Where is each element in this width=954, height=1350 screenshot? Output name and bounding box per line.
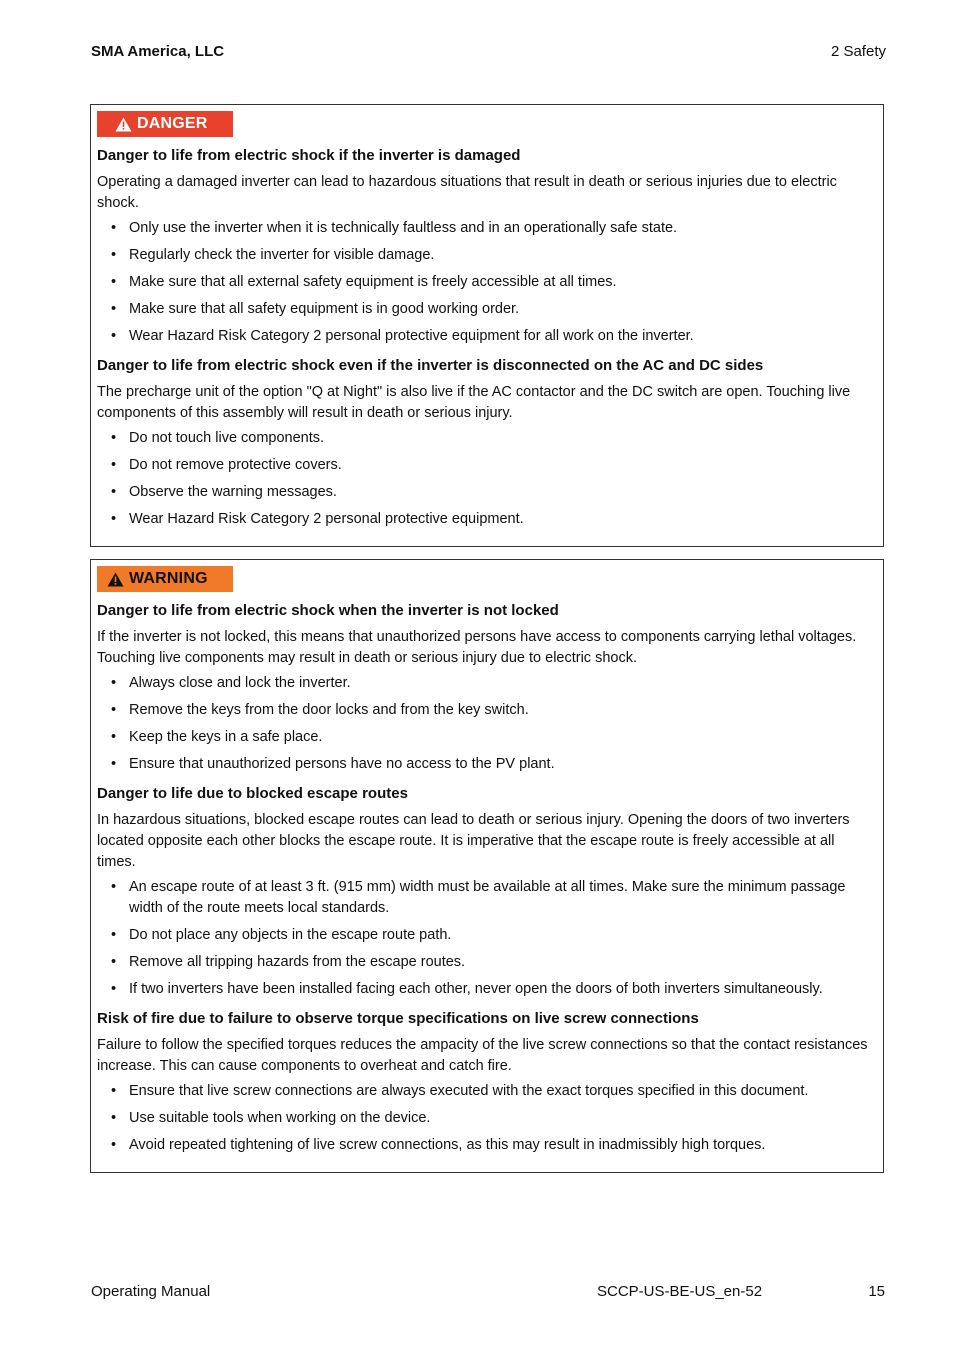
danger-section-1	[97, 146, 875, 347]
section-title: Risk of fire due to failure to observe torque specifications on live screw connections	[97, 1010, 699, 1027]
warning-badge	[97, 566, 233, 592]
section-title: Danger to life from electric shock when the inverter is not locked	[97, 602, 559, 619]
list-item: • Regularly check the inverter for visible damage.	[97, 245, 875, 266]
warning-triangle-icon	[115, 117, 132, 132]
list-item: • Wear Hazard Risk Category 2 personal protective equipment.	[97, 509, 875, 530]
list-item: • Always close and lock the inverter.	[97, 673, 875, 694]
list-item: • An escape route of at least 3 ft. (915 mm) width must be available at all times. Make sure the minimum passage width of the route meets local standards.	[97, 877, 875, 919]
header-company: SMA America, LLC	[91, 43, 225, 60]
list-item: • Do not remove protective covers.	[97, 455, 875, 476]
list-item: • Remove all tripping hazards from the escape routes.	[97, 952, 875, 973]
section-text: The precharge unit of the option "Q at Night" is also live if the AC contactor and the DC switch are open. Touching live components of this assembly will result in death or serious injury.	[97, 384, 851, 421]
footer-doc-title: Operating Manual	[91, 1283, 211, 1300]
bullet-list	[97, 1081, 875, 1156]
list-item: • Observe the warning messages.	[97, 482, 875, 503]
section-title: Danger to life from electric shock if the inverter is damaged	[97, 147, 521, 164]
danger-badge-label: DANGER	[137, 115, 208, 132]
list-item: • Avoid repeated tightening of live screw connections, as this may result in inadmissibly high torques.	[97, 1135, 875, 1156]
list-item: • Remove the keys from the door locks and from the key switch.	[97, 700, 875, 721]
section-text: Failure to follow the specified torques reduces the ampacity of the live screw connections so that the contact resistances increase. This can cause components to overheat and catch fire.	[97, 1037, 868, 1074]
list-item: • If two inverters have been installed facing each other, never open the doors of both inverters simultaneously.	[97, 979, 875, 1000]
danger-section-2	[97, 356, 875, 530]
warning-triangle-icon	[107, 572, 124, 587]
list-item: • Use suitable tools when working on the device.	[97, 1108, 875, 1129]
list-item: • Wear Hazard Risk Category 2 personal protective equipment for all work on the inverter.	[97, 326, 875, 347]
warning-section-3	[97, 1009, 875, 1156]
footer-doc-code: SCCP-US-BE-US_en-52	[597, 1283, 763, 1300]
section-text: In hazardous situations, blocked escape routes can lead to death or serious injury. Opening the doors of two inverters located opposite each other blocks the escape route. It is imperative that the escape route is freely accessible at all times.	[97, 812, 850, 870]
danger-badge	[97, 111, 233, 137]
list-item: • Make sure that all safety equipment is in good working order.	[97, 299, 875, 320]
list-item: • Ensure that live screw connections are always executed with the exact torques specified in this document.	[97, 1081, 875, 1102]
bullet-list	[97, 218, 875, 347]
bullet-list	[97, 673, 875, 775]
section-text: If the inverter is not locked, this means that unauthorized persons have access to components carrying lethal voltages. Touching live components may result in death or serious injury due to electric shock.	[97, 629, 857, 666]
list-item: • Make sure that all external safety equipment is freely accessible at all times.	[97, 272, 875, 293]
list-item: • Only use the inverter when it is technically faultless and in an operationally safe state.	[97, 218, 875, 239]
warning-notice-box	[90, 559, 884, 1173]
bullet-list	[97, 428, 875, 530]
danger-notice-box	[90, 104, 884, 547]
section-text: Operating a damaged inverter can lead to hazardous situations that result in death or serious injuries due to electric shock.	[97, 174, 837, 211]
section-title: Danger to life due to blocked escape routes	[97, 785, 408, 802]
list-item: • Do not place any objects in the escape route path.	[97, 925, 875, 946]
list-item: • Keep the keys in a safe place.	[97, 727, 875, 748]
warning-badge-label: WARNING	[129, 570, 208, 587]
warning-section-1	[97, 601, 875, 775]
list-item: • Ensure that unauthorized persons have no access to the PV plant.	[97, 754, 875, 775]
header-section: 2 Safety	[830, 43, 886, 60]
footer-page-number: 15	[868, 1283, 885, 1300]
bullet-list	[97, 877, 875, 1000]
section-title: Danger to life from electric shock even if the inverter is disconnected on the AC and DC sides	[97, 357, 764, 374]
list-item: • Do not touch live components.	[97, 428, 875, 449]
warning-section-2	[97, 784, 875, 1000]
